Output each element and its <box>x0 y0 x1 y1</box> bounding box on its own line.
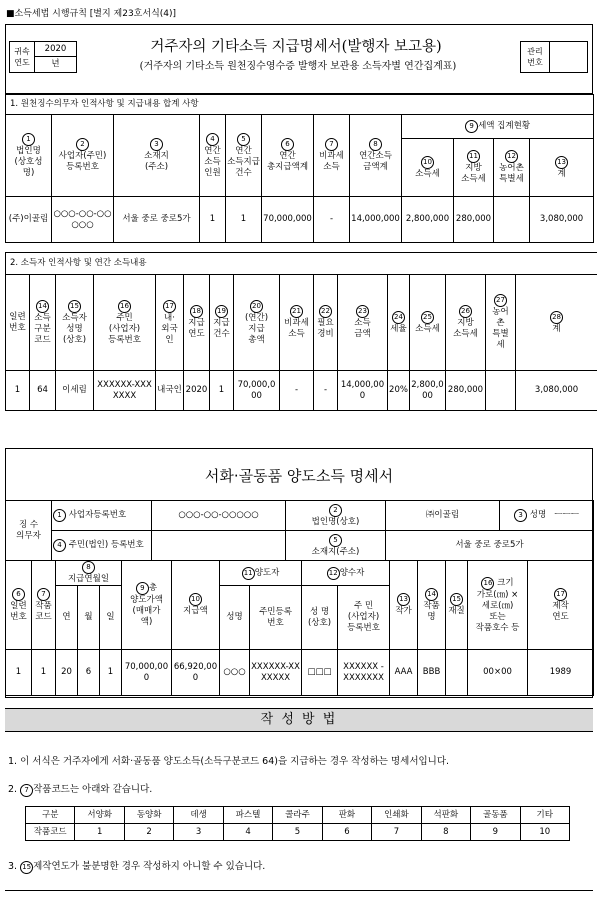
s1-label-13: 계 <box>557 168 566 179</box>
transferor-rrn-header: 주민등록 번호 <box>250 586 302 650</box>
bottom-rule <box>5 890 593 891</box>
s2-num-26: 26 <box>459 305 472 318</box>
s1-cell-12 <box>494 197 530 243</box>
f2-cell-9: □□□ <box>302 650 338 696</box>
code-head-4: 파스텔 <box>223 807 272 824</box>
mgmt-label: 관리 번호 <box>521 42 550 73</box>
s1-label-11: 지방 소득세 <box>461 163 486 184</box>
s1-header-13 <box>530 139 594 197</box>
law-reference: ■소득세법 시행규칙 [별지 제23호서식(4)] <box>6 9 177 19</box>
tax-group-num: 9 <box>465 120 478 133</box>
s2-num-21: 21 <box>290 305 303 318</box>
size-header: 크기 가로(㎝) × 세로(㎝) 또는 작품호수 등 <box>475 577 520 633</box>
s2-cell-9: - <box>314 371 338 411</box>
code-head-6: 판화 <box>322 807 371 824</box>
form1-subtitle: (거주자의 기타소득 원천징수영수증 발행자 보관용 소득자별 연간집계표) <box>139 61 457 72</box>
s1-cell-8: 14,000,000 <box>350 197 402 243</box>
f2-cell-5: 70,000,000 <box>122 650 172 696</box>
s1-label-4: 연간소득 인원 <box>204 145 221 178</box>
s2-label-4: 내· 외국 인 <box>161 312 178 345</box>
year-label: 귀속 연도 <box>10 42 35 73</box>
rep-name-value: ㅡㅡㅡ <box>554 510 579 520</box>
s2-num-15: 15 <box>68 300 81 313</box>
s2-header-0 <box>6 275 30 371</box>
s2-label-15: 계 <box>552 323 561 334</box>
instruction-item-3 <box>8 858 265 874</box>
transferee-num: 12 <box>327 567 340 580</box>
serial-header: 일련 번호 <box>10 600 27 622</box>
form2-title: 서화·골동품 양도소득 명세서 <box>204 467 394 485</box>
s2-cell-7: 70,000,000 <box>234 371 280 411</box>
work-code-header: 작품 코드 <box>35 600 52 622</box>
f2-cell-0: 1 <box>6 650 32 696</box>
s1-cell-1: (주)이골림 <box>6 197 52 243</box>
rep-name-label: 성명 <box>529 510 547 520</box>
biz-no-value: ○○○-○○-○○○○○ <box>152 501 286 531</box>
s1-cell-4: 1 <box>200 197 226 243</box>
s1-header-3 <box>114 115 200 197</box>
corp-name-value: ㈜이골림 <box>386 501 500 531</box>
transferor-name-header: 성명 <box>220 586 250 650</box>
s1-cell-3: 서울 중로 중로5가 <box>114 197 200 243</box>
s2-header-8 <box>280 275 314 371</box>
code-val-10: 10 <box>520 824 569 841</box>
code-head-9: 골동품 <box>471 807 520 824</box>
reg-no-label: 주민(법인) 등록번호 <box>68 540 144 550</box>
f2-cell-6: 66,920,000 <box>172 650 220 696</box>
corp-name-num: 2 <box>329 504 342 517</box>
form2-detail-table <box>5 560 594 696</box>
s2-num-20: 20 <box>250 300 263 313</box>
s2-label-8: 비과세 소득 <box>284 318 309 339</box>
s2-num-24: 24 <box>392 311 405 324</box>
s2-num-17: 17 <box>163 300 176 313</box>
s2-header-14 <box>486 275 516 371</box>
item2-text: 작품코드는 아래와 같습니다. <box>33 784 153 795</box>
item2-num: 7 <box>20 784 33 797</box>
form2-payer-table <box>5 500 594 561</box>
s2-num-27: 27 <box>494 294 507 307</box>
addr-value: 서울 중로 중로5가 <box>386 531 594 561</box>
s1-num-7: 7 <box>325 138 338 151</box>
biz-no-num: 1 <box>53 509 66 522</box>
s1-header-7 <box>314 115 350 197</box>
item3-text: 제작연도가 불분명한 경우 작성하지 아니할 수 있습니다. <box>33 861 266 872</box>
s1-header-2 <box>52 115 114 197</box>
s2-cell-2: 이세림 <box>56 371 94 411</box>
code-head-8: 석판화 <box>421 807 470 824</box>
transfer-price-header: 총 양도가액 (매매가 액) <box>130 583 163 627</box>
work-name-num: 14 <box>425 588 438 601</box>
s2-label-14: 농어 촌 특별 세 <box>492 307 509 350</box>
s1-num-12: 12 <box>505 150 518 163</box>
work-code-table <box>25 806 570 841</box>
code-head-2: 동양화 <box>124 807 173 824</box>
f2-cell-2: 20 <box>56 650 78 696</box>
rep-name-num: 3 <box>514 509 527 522</box>
item3-num: 15 <box>20 861 33 874</box>
form1-title: 거주자의 기타소득 지급명세서(발행자 보고용) <box>150 39 442 55</box>
s2-label-10: 소득 금액 <box>354 318 371 339</box>
s1-num-10: 10 <box>421 156 434 169</box>
f2-cell-7: ○○○ <box>220 650 250 696</box>
s2-cell-14 <box>486 371 516 411</box>
made-year-num: 17 <box>554 588 567 601</box>
s2-header-9 <box>314 275 338 371</box>
year-header: 연 <box>56 586 78 650</box>
s1-num-3: 3 <box>150 138 163 151</box>
s2-cell-8: - <box>280 371 314 411</box>
reg-no-value <box>152 531 286 561</box>
s2-label-1: 소득 구분 코드 <box>34 312 51 345</box>
s2-num-23: 23 <box>356 305 369 318</box>
s1-label-10: 소득세 <box>415 168 440 179</box>
pay-amount-num: 10 <box>189 593 202 606</box>
biz-no-label: 사업자등록번호 <box>68 510 127 520</box>
s1-header-12 <box>494 139 530 197</box>
s2-cell-3: XXXXXX-XXXXXXX <box>94 371 156 411</box>
section1-title: 1. 원천징수의무자 인적사항 및 지급내용 합계 사항 <box>6 95 594 115</box>
tax-group-label: 세액 집계현황 <box>478 121 531 131</box>
code-val-6: 6 <box>322 824 371 841</box>
code-head-0: 구분 <box>26 807 75 824</box>
s2-label-13: 지방 소득세 <box>453 318 478 339</box>
mgmt-box <box>520 41 588 73</box>
s2-cell-6: 1 <box>210 371 234 411</box>
pay-date-num: 8 <box>82 561 95 574</box>
s2-cell-1: 64 <box>30 371 56 411</box>
s2-cell-13: 280,000 <box>446 371 486 411</box>
s2-label-9: 필요 경비 <box>317 318 334 339</box>
s2-label-0: 일련 번호 <box>9 311 26 333</box>
day-header: 일 <box>100 586 122 650</box>
s2-num-25: 25 <box>421 311 434 324</box>
code-val-7: 7 <box>372 824 421 841</box>
f2-cell-15: 1989 <box>528 650 594 696</box>
s1-label-5: 연간 소득지급 건수 <box>227 145 260 178</box>
addr-num: 5 <box>329 534 342 547</box>
s2-cell-4: 내국인 <box>156 371 184 411</box>
s1-cell-10: 2,800,000 <box>402 197 454 243</box>
s2-header-6 <box>210 275 234 371</box>
s2-header-4 <box>156 275 184 371</box>
section2-table <box>5 252 597 411</box>
f2-cell-13 <box>446 650 468 696</box>
code-val-0: 작품코드 <box>26 824 75 841</box>
instruction-item-2 <box>8 781 152 797</box>
year-box <box>9 41 77 73</box>
f2-cell-4: 1 <box>100 650 122 696</box>
s2-label-6: 지급 건수 <box>213 318 230 339</box>
s1-header-4 <box>200 115 226 197</box>
s2-label-11: 세율 <box>390 323 407 334</box>
s2-num-18: 18 <box>190 305 203 318</box>
month-header: 월 <box>78 586 100 650</box>
s1-header-8 <box>350 115 402 197</box>
instructions-title: 작 성 방 법 <box>5 708 593 732</box>
code-head-5: 콜라주 <box>273 807 322 824</box>
code-head-3: 데생 <box>174 807 223 824</box>
material-num: 15 <box>450 593 463 606</box>
item3-prefix: 3. <box>8 861 18 872</box>
made-year-header: 제작 연도 <box>552 600 569 622</box>
f2-cell-1: 1 <box>32 650 56 696</box>
transferee-header: 양수자 <box>339 567 365 578</box>
s2-num-22: 22 <box>319 305 332 318</box>
s1-label-3: 소재지 (주소) <box>144 151 169 172</box>
f2-cell-12: BBB <box>418 650 446 696</box>
f2-cell-3: 6 <box>78 650 100 696</box>
s1-cell-5: 1 <box>226 197 262 243</box>
code-val-4: 4 <box>223 824 272 841</box>
s2-label-12: 소득세 <box>415 323 440 334</box>
section1-table <box>5 94 594 243</box>
s1-cell-6: 70,000,000 <box>262 197 314 243</box>
s1-header-11 <box>454 139 494 197</box>
instruction-item-1: 1. 이 서식은 거주자에게 서화·골동품 양도소득(소득구분코드 64)을 지급하는 경우 작성하는 명세서입니다. <box>8 756 450 767</box>
s1-num-13: 13 <box>555 156 568 169</box>
s2-header-1 <box>30 275 56 371</box>
s2-header-15 <box>516 275 597 371</box>
year-unit: 년 <box>35 57 77 73</box>
transferor-num: 11 <box>242 567 255 580</box>
s1-num-11: 11 <box>467 150 480 163</box>
s2-num-28: 28 <box>550 311 563 324</box>
s2-cell-10: 14,000,000 <box>338 371 388 411</box>
code-head-1: 서양화 <box>75 807 124 824</box>
size-num: 16 <box>481 577 494 590</box>
s1-label-7: 비과세 소득 <box>319 151 344 172</box>
s2-header-13 <box>446 275 486 371</box>
s2-label-3: 주민 (사업자) 등록번호 <box>108 312 141 345</box>
artist-header: 작가 <box>395 606 412 616</box>
s1-label-6: 연간 총지급액계 <box>266 151 309 172</box>
section2-title: 2. 소득자 인적사항 및 연간 소득내용 <box>6 253 597 275</box>
s2-header-7 <box>234 275 280 371</box>
work-code-num: 7 <box>37 588 50 601</box>
s2-cell-11: 20% <box>388 371 410 411</box>
s2-header-12 <box>410 275 446 371</box>
s1-cell-13: 3,080,000 <box>530 197 594 243</box>
s1-num-6: 6 <box>281 138 294 151</box>
s2-num-19: 19 <box>215 305 228 318</box>
addr-label: 소재지(주소) <box>311 546 360 557</box>
s2-header-2 <box>56 275 94 371</box>
pay-date-header: 지급연월일 <box>67 574 110 584</box>
s1-header-10 <box>402 139 454 197</box>
s2-header-10 <box>338 275 388 371</box>
s1-cell-2: ○○○-○○-○○○○○ <box>52 197 114 243</box>
s2-num-14: 14 <box>36 300 49 313</box>
s1-header-6 <box>262 115 314 197</box>
s1-label-1: 법인명 (상호성 명) <box>14 145 43 178</box>
s1-cell-11: 280,000 <box>454 197 494 243</box>
reg-no-num: 4 <box>53 539 66 552</box>
s1-cell-7: - <box>314 197 350 243</box>
f2-cell-8: XXXXXX-XXXXXXX <box>250 650 302 696</box>
s1-num-5: 5 <box>237 133 250 146</box>
s1-header-1 <box>6 115 52 197</box>
s1-header-5 <box>226 115 262 197</box>
payer-label: 징 수 의무자 <box>6 501 52 561</box>
form1-header <box>5 24 593 94</box>
code-val-2: 2 <box>124 824 173 841</box>
s2-label-2: 소득자 성명 (상호) <box>62 312 87 345</box>
transferor-header: 양도자 <box>254 567 280 578</box>
artist-num: 13 <box>397 593 410 606</box>
s2-label-7: (연간) 지급 총액 <box>244 312 269 345</box>
s1-label-12: 농어촌 특별세 <box>499 163 524 184</box>
s2-header-11 <box>388 275 410 371</box>
code-val-1: 1 <box>75 824 124 841</box>
f2-cell-11: AAA <box>390 650 418 696</box>
s2-cell-15: 3,080,000 <box>516 371 597 411</box>
s2-cell-5: 2020 <box>184 371 210 411</box>
tax-group-header <box>402 115 594 139</box>
material-header: 재질 <box>448 606 465 616</box>
f2-cell-10: XXXXXX - XXXXXXX <box>338 650 390 696</box>
s2-header-5 <box>184 275 210 371</box>
code-val-3: 3 <box>174 824 223 841</box>
code-val-5: 5 <box>273 824 322 841</box>
f2-cell-14: 00×00 <box>468 650 528 696</box>
s1-num-1: 1 <box>22 133 35 146</box>
mgmt-value[interactable] <box>550 42 588 73</box>
code-val-9: 9 <box>471 824 520 841</box>
s1-label-2: 사업자(주민) 등록번호 <box>58 151 107 172</box>
serial-num: 6 <box>12 588 25 601</box>
s2-cell-12: 2,800,000 <box>410 371 446 411</box>
item2-prefix: 2. <box>8 784 18 795</box>
s2-label-5: 지급 연도 <box>188 318 205 339</box>
transferee-name-header: 성 명 (상호) <box>302 586 338 650</box>
s1-num-8: 8 <box>369 138 382 151</box>
transfer-price-num: 9 <box>136 582 149 595</box>
s1-num-4: 4 <box>206 133 219 146</box>
work-name-header: 작품 명 <box>423 600 440 622</box>
transferee-rrn-header: 주 민 (사업자) 등록번호 <box>338 586 390 650</box>
s2-cell-0: 1 <box>6 371 30 411</box>
code-val-8: 8 <box>421 824 470 841</box>
year-value: 2020 <box>35 42 77 57</box>
corp-name-label: 법인명(상호) <box>311 516 360 527</box>
s1-label-8: 연간소득 금액계 <box>359 151 392 172</box>
s1-num-2: 2 <box>76 138 89 151</box>
s2-num-16: 16 <box>118 300 131 313</box>
code-head-10: 기타 <box>520 807 569 824</box>
s2-header-3 <box>94 275 156 371</box>
pay-amount-header: 지급액 <box>183 606 208 616</box>
code-head-7: 인쇄화 <box>372 807 421 824</box>
